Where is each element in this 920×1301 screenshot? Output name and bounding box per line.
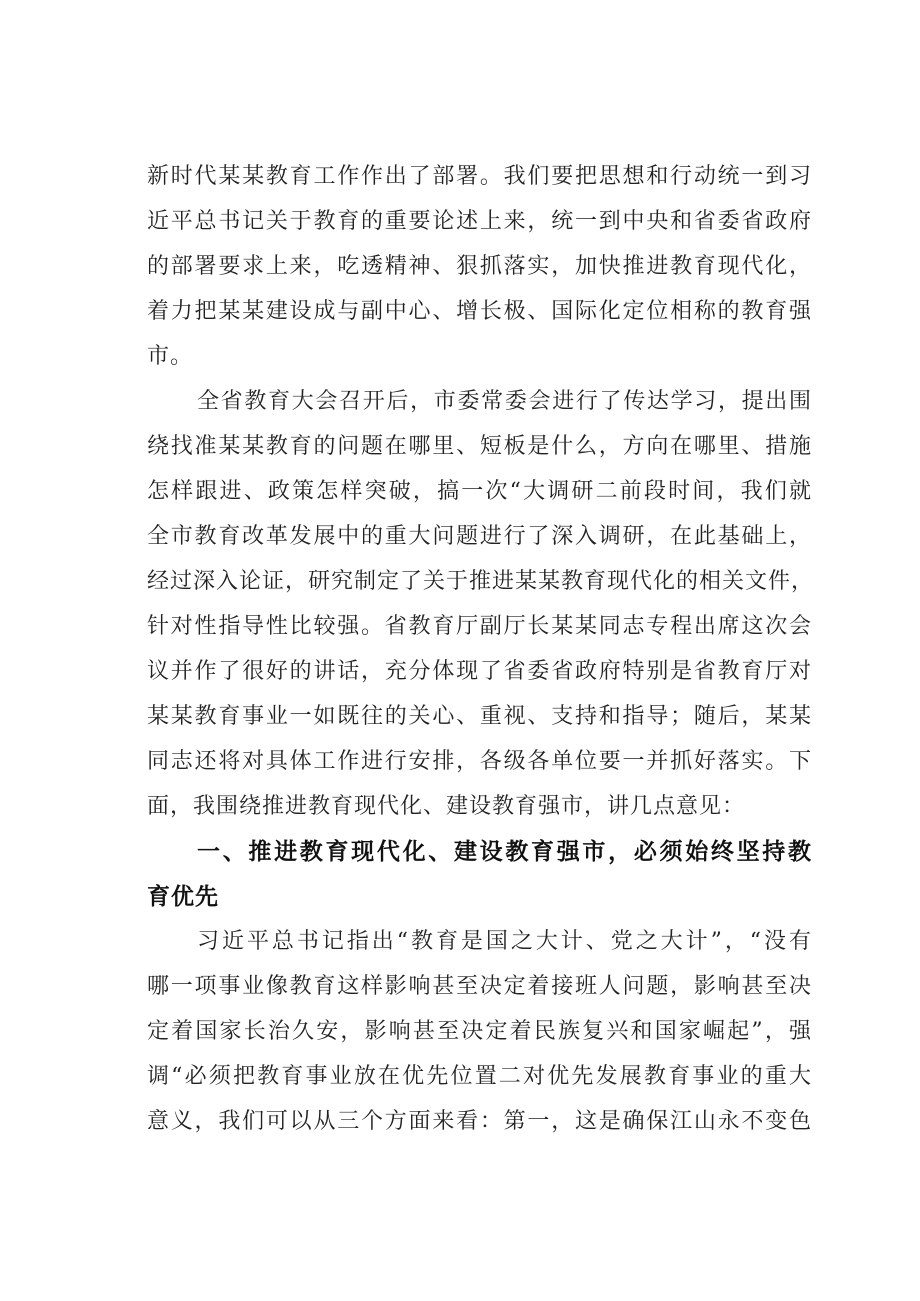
paragraph-line: 议并作了很好的讲话，充分体现了省委省政府特别是省教育厅对 [147,659,812,684]
paragraph-line: 市。 [147,344,194,369]
paragraph-line: 习近平总书记指出“教育是国之大计、党之大计”，“没有 [197,929,812,954]
paragraph-line: 哪一项事业像教育这样影响甚至决定着接班人问题，影响甚至决 [147,974,812,999]
paragraph-line: 绕找准某某教育的问题在哪里、短板是什么，方向在哪里、措施 [147,434,812,459]
paragraph-line: 某某教育事业一如既往的关心、重视、支持和指导；随后，某某 [147,704,812,729]
paragraph-line: 经过深入论证，研究制定了关于推进某某教育现代化的相关文件， [147,569,815,594]
paragraph-line: 针对性指导性比较强。省教育厅副厅长某某同志专程出席这次会 [147,614,812,639]
paragraph-line: 调“必须把教育事业放在优先位置二对优先发展教育事业的重大 [147,1064,812,1089]
paragraph-line: 同志还将对具体工作进行安排，各级各单位要一并抓好落实。下 [147,749,812,774]
paragraph-line: 怎样跟进、政策怎样突破，搞一次“大调研二前段时间，我们就 [147,479,812,504]
paragraph-line: 着力把某某建设成与副中心、增长极、国际化定位相称的教育强 [147,299,812,324]
paragraph-line: 全省教育大会召开后，市委常委会进行了传达学习，提出围 [197,389,812,414]
paragraph-line: 的部署要求上来，吃透精神、狠抓落实，加快推进教育现代化， [147,254,812,279]
paragraph-line: 新时代某某教育工作作出了部署。我们要把思想和行动统一到习 [147,164,812,189]
paragraph-line: 全市教育改革发展中的重大问题进行了深入调研，在此基础上， [147,524,812,549]
section-heading: 育优先 [147,884,219,910]
paragraph-line: 定着国家长治久安，影响甚至决定着民族复兴和国家崛起”，强 [147,1019,812,1044]
paragraph-line: 意义，我们可以从三个方面来看：第一，这是确保江山永不变色 [147,1109,812,1134]
section-heading: 一、推进教育现代化、建设教育强市，必须始终坚持教 [197,839,812,865]
paragraph-line: 近平总书记关于教育的重要论述上来，统一到中央和省委省政府 [147,209,812,234]
paragraph-line: 面，我围绕推进教育现代化、建设教育强市，讲几点意见： [147,794,746,819]
